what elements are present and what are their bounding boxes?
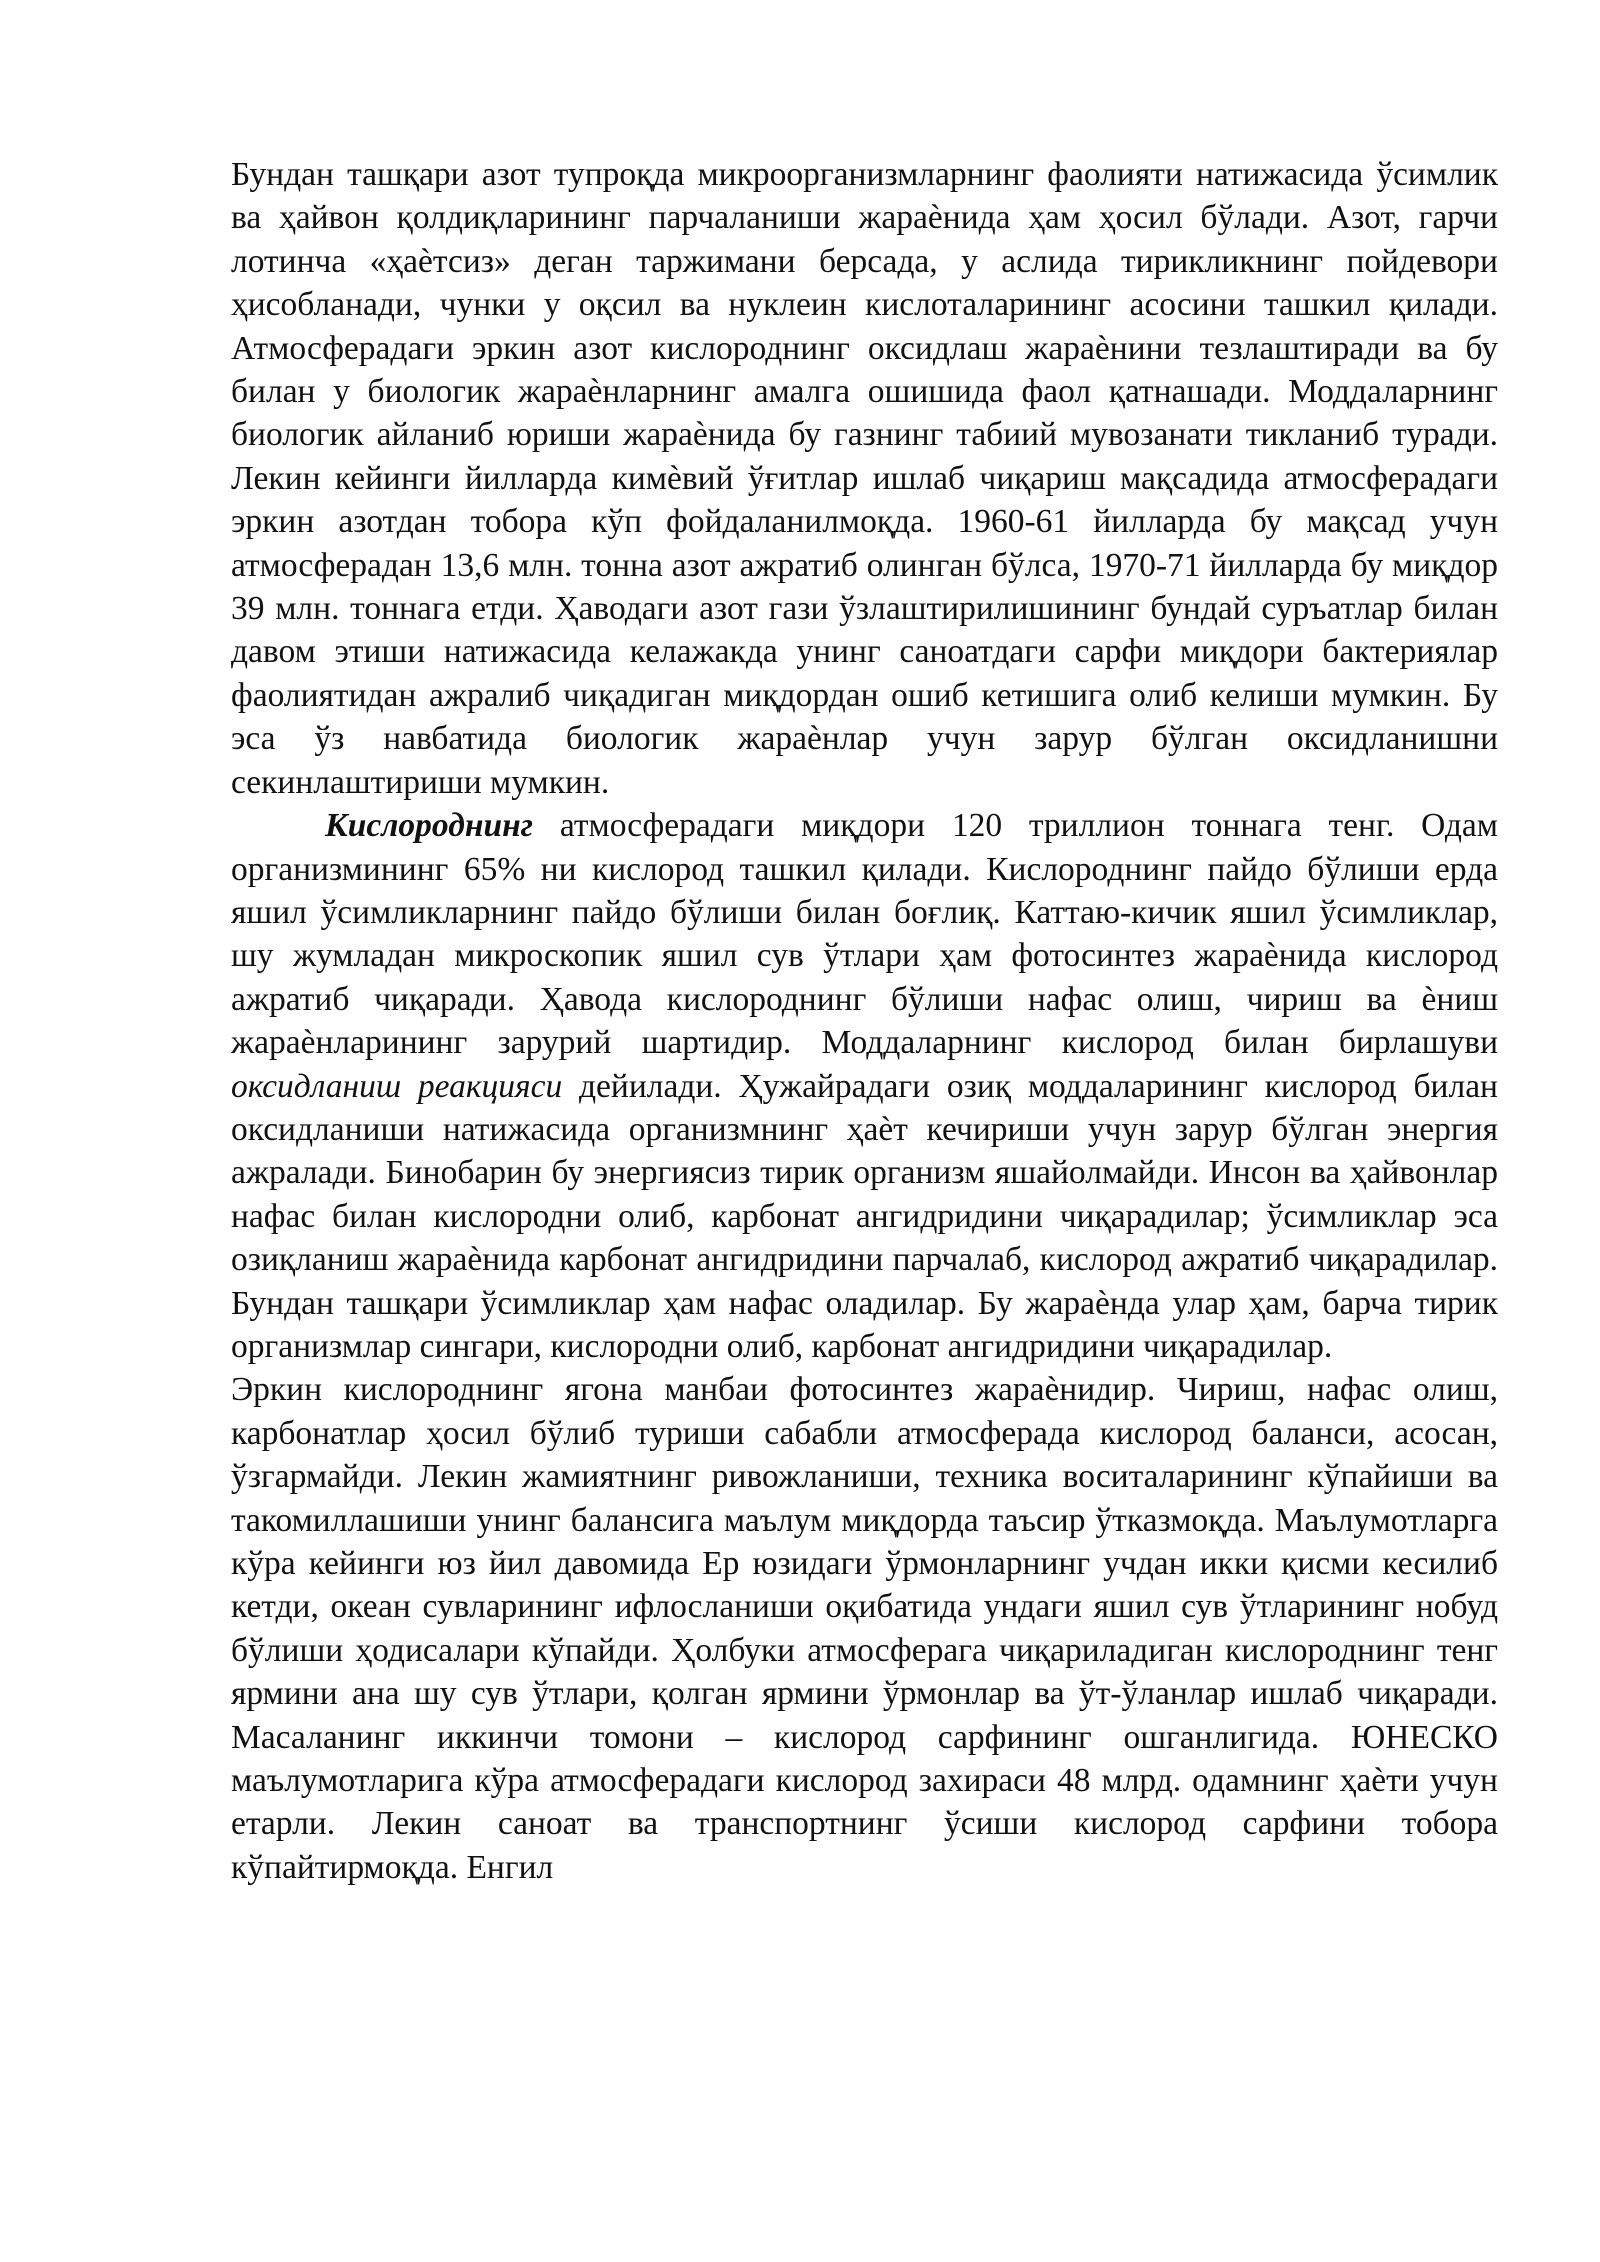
document-page	[231, 153, 1498, 1889]
paragraph-oxygen-text-a: атмосферадаги миқдори 120 триллион тоннага тенг. Одам организмининг 65% ни кислород ташкил қилади. Кислороднинг пайдо бўлиши ерда яшил ўсимликларнинг пайдо бўлиши билан боғлиқ. Каттаю-кичик яшил ўсимликлар, шу жумладан микроскопик яшил сув ўтлари ҳам фотосинтез жараѐнида кислород ажратиб чиқаради. Ҳавода кислороднинг бўлиши нафас олиш, чириш ва ѐниш жараѐнларининг зарурий шартидир. Моддаларнинг кислород билан бирлашуви	[231, 807, 1498, 1062]
term-oxidation-reaction: оксидланиш реакцияси	[231, 1067, 563, 1105]
paragraph-free-oxygen: Эркин кислороднинг ягона манбаи фотосинтез жараѐнидир. Чириш, нафас олиш, карбонатлар ҳосил бўлиб туриши сабабли атмосферада кислород баланси, асосан, ўзгармайди. Лекин жамиятнинг ривожланиши, техника воситаларининг кўпайиши ва такомиллашиши унинг балансига маълум миқдорда таъсир ўтказмоқда. Маълумотларга кўра кейинги юз йил давомида Ер юзидаги ўрмонларнинг учдан икки қисми кесилиб кетди, океан сувларининг ифлосланиши оқибатида ундаги яшил сув ўтларининг нобуд бўлиши ҳодисалари кўпайди. Ҳолбуки атмосферага чиқариладиган кислороднинг тенг ярмини ана шу сув ўтлари, қолган ярмини ўрмонлар ва ўт-ўланлар ишлаб чиқаради. Масаланинг иккинчи томони – кислород сарфининг ошганлигида. ЮНЕСКО маълумотларига кўра атмосферадаги кислород захираси 48 млрд. одамнинг ҳаѐти учун етарли. Лекин саноат ва транспортнинг ўсиши кислород сарфини тобора кўпайтирмоқда. Енгил	[231, 1371, 1498, 1886]
paragraph-oxygen-text-b: дейилади. Ҳужайрадаги озиқ моддаларининг кислород билан оксидланиши натижасида организмнинг ҳаѐт кечириши учун зарур бўлган энергия ажралади. Бинобарин бу энергиясиз тирик организм яшайолмайди. Инсон ва ҳайвонлар нафас билан кислородни олиб, карбонат ангидридини чиқарадилар; ўсимликлар эса озиқланиш жараѐнида карбонат ангидридини парчалаб, кислород ажратиб чиқарадилар. Бундан ташқари ўсимликлар ҳам нафас оладилар. Бу жараѐнда улар ҳам, барча тирик организмлар сингари, кислородни олиб, карбонат ангидридини чиқарадилар.	[231, 1067, 1498, 1365]
term-oxygen: Кислороднинг	[325, 807, 534, 845]
paragraph-oxygen	[231, 804, 1498, 1368]
paragraph-nitrogen: Бундан ташқари азот тупроқда микроорганизмларнинг фаолияти натижасида ўсимлик ва ҳайвон қолдиқларининг парчаланиши жараѐнида ҳам ҳосил бўлади. Азот, гарчи лотинча «ҳаѐтсиз» деган таржимани берсада, у аслида тирикликнинг пойдевори ҳисобланади, чунки у оқсил ва нуклеин кислоталарининг асосини ташкил қилади. Атмосферадаги эркин азот кислороднинг оксидлаш жараѐнини тезлаштиради ва бу билан у биологик жараѐнларнинг амалга ошишида фаол қатнашади. Моддаларнинг биологик айланиб юриши жараѐнида бу газнинг табиий мувозанати тикланиб туради. Лекин кейинги йилларда кимѐвий ўғитлар ишлаб чиқариш мақсадида атмосферадаги эркин азотдан тобора кўп фойдаланилмоқда. 1960-61 йилларда бу мақсад учун атмосферадан 13,6 млн. тонна азот ажратиб олинган бўлса, 1970-71 йилларда бу миқдор 39 млн. тоннага етди. Ҳаводаги азот гази ўзлаштирилишининг бундай суръатлар билан давом этиши натижасида келажакда унинг саноатдаги сарфи миқдори бактериялар фаолиятидан ажралиб чиқадиган миқдордан ошиб кетишига олиб келиши мумкин. Бу эса ўз навбатида биологик жараѐнлар учун зарур бўлган оксидланишни секинлаштириши мумкин.	[231, 156, 1498, 801]
